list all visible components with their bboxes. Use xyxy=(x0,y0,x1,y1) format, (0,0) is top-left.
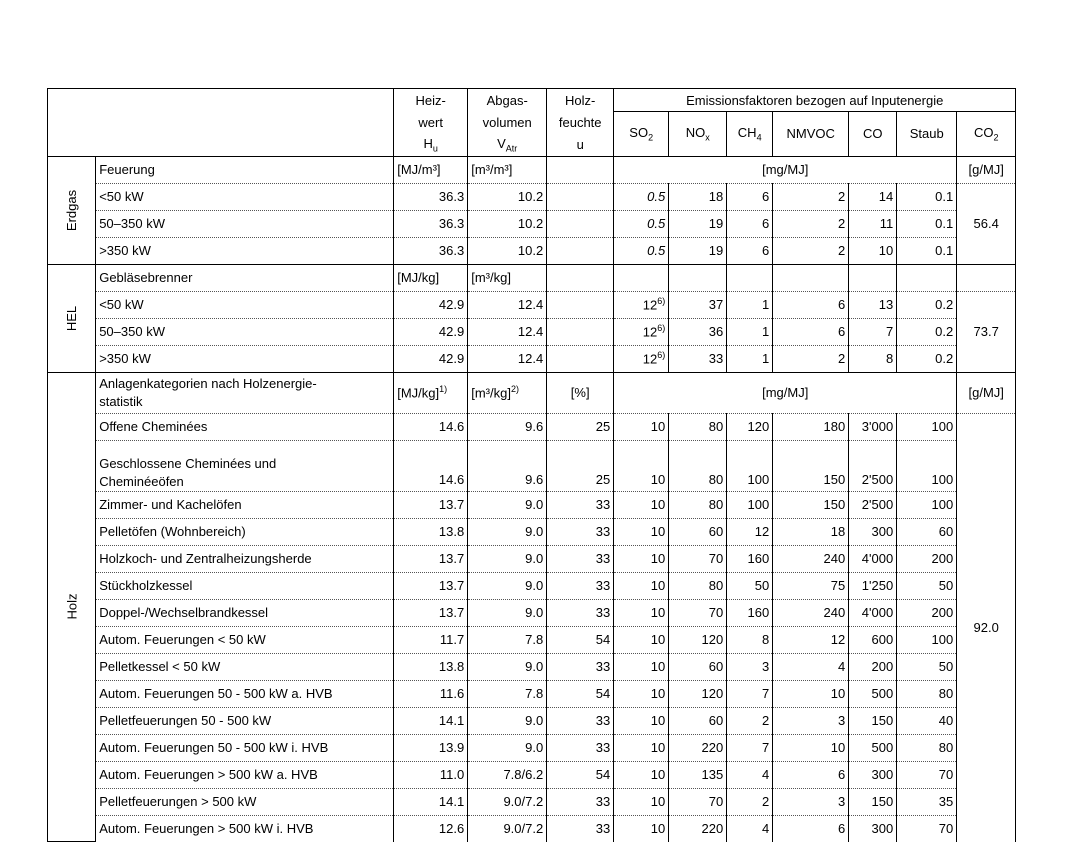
cell-abgas: 10.2 xyxy=(468,183,547,210)
cell-staub: 40 xyxy=(897,707,957,734)
group-label-text: Holz xyxy=(64,593,80,620)
table-row xyxy=(48,626,1016,653)
cell-staub: 100 xyxy=(897,491,957,518)
cell-staub: 50 xyxy=(897,572,957,599)
cell-so2: 10 xyxy=(614,626,669,653)
table-row xyxy=(48,788,1016,815)
cell-so2: 10 xyxy=(614,788,669,815)
cell-ch4: 1 xyxy=(727,318,773,345)
table-row xyxy=(48,761,1016,788)
cell-so2: 10 xyxy=(614,707,669,734)
cell-abgas: 7.8/6.2 xyxy=(468,761,547,788)
cell-co: 13 xyxy=(849,291,897,318)
cell-heizwert: 42.9 xyxy=(394,291,468,318)
table-row xyxy=(48,707,1016,734)
row-name: <50 kW xyxy=(96,291,394,318)
header-abgas-3: $V_{Atr}$ xyxy=(468,134,547,157)
cell-abgas: 10.2 xyxy=(468,237,547,264)
cell-ch4: 2 xyxy=(727,707,773,734)
cell-abgas: 9.0 xyxy=(468,734,547,761)
header-heizwert-2: wert xyxy=(394,112,468,134)
header-nmvoc: NMVOC xyxy=(773,112,849,157)
row-name: Holzkoch- und Zentralheizungsherde xyxy=(96,545,394,572)
cell-co: 14 xyxy=(849,183,897,210)
header-emission-group: Emissionsfaktoren bezogen auf Inputenergie xyxy=(614,89,1016,112)
cell-co: 150 xyxy=(849,788,897,815)
cell-heizwert: 42.9 xyxy=(394,318,468,345)
cell-nmvoc: 2 xyxy=(773,345,849,372)
cell-ch4: 6 xyxy=(727,183,773,210)
cell-so2: 0.5 xyxy=(614,237,669,264)
row-name: Pelletfeuerungen 50 - 500 kW xyxy=(96,707,394,734)
cell-staub: 70 xyxy=(897,815,957,842)
cell-nox: 37 xyxy=(669,291,727,318)
table-row xyxy=(48,183,1016,210)
cell-abgas: 9.0 xyxy=(468,545,547,572)
cell-so2: 10 xyxy=(614,572,669,599)
cell-so2: 10 xyxy=(614,680,669,707)
header-holz-3: u xyxy=(547,134,614,157)
group-label-erdgas xyxy=(48,156,96,264)
cell-nmvoc: 2 xyxy=(773,237,849,264)
cell-nmvoc: 10 xyxy=(773,680,849,707)
cell-nox: 19 xyxy=(669,210,727,237)
cell-so2: 12$^{6)}$ xyxy=(614,291,669,318)
cell-so2: 10 xyxy=(614,761,669,788)
cell-heizwert: 11.6 xyxy=(394,680,468,707)
cell-heizwert: 12.6 xyxy=(394,815,468,842)
cell-staub: 0.1 xyxy=(897,237,957,264)
cell-abgas-unit: $[m^3/kg]^{2)}$ xyxy=(468,372,547,413)
cell-nox: 120 xyxy=(669,626,727,653)
cell-ch4: 6 xyxy=(727,237,773,264)
cell-staub: 60 xyxy=(897,518,957,545)
cell-holzfeuchte: 25 xyxy=(547,440,614,491)
row-name: Gebläsebrenner xyxy=(96,264,394,291)
cell-holzfeuchte: 33 xyxy=(547,734,614,761)
cell-abgas: 9.0/7.2 xyxy=(468,788,547,815)
row-name: Doppel-/Wechselbrandkessel xyxy=(96,599,394,626)
cell-nox: 60 xyxy=(669,653,727,680)
row-name: Zimmer- und Kachelöfen xyxy=(96,491,394,518)
cell-holzfeuchte: 54 xyxy=(547,761,614,788)
cell-nmvoc: 150 xyxy=(773,440,849,491)
cell-nox: 220 xyxy=(669,815,727,842)
cell-co: 500 xyxy=(849,734,897,761)
cell-so2: 12$^{6)}$ xyxy=(614,345,669,372)
group-label-text: HEL xyxy=(64,305,80,331)
cell-heizwert: 13.8 xyxy=(394,518,468,545)
cell-staub: 35 xyxy=(897,788,957,815)
cell-nmvoc: 6 xyxy=(773,815,849,842)
cell-so2: 10 xyxy=(614,734,669,761)
cell-heizwert-unit: [MJ/m³] xyxy=(394,156,468,183)
cell-staub: 0.1 xyxy=(897,210,957,237)
cell-holzfeuchte: 33 xyxy=(547,491,614,518)
cell-staub: 100 xyxy=(897,440,957,491)
cell-ch4: 7 xyxy=(727,734,773,761)
table-caption xyxy=(47,30,1057,52)
cell-heizwert: 14.6 xyxy=(394,413,468,440)
cell-nox: 60 xyxy=(669,707,727,734)
cell-staub: 0.2 xyxy=(897,318,957,345)
cell-heizwert: 13.9 xyxy=(394,734,468,761)
cell-co: 300 xyxy=(849,761,897,788)
cell-nox: 120 xyxy=(669,680,727,707)
cell-heizwert: 13.7 xyxy=(394,572,468,599)
cell-nox: 33 xyxy=(669,345,727,372)
cell-so2: 10 xyxy=(614,545,669,572)
cell-staub: 100 xyxy=(897,626,957,653)
cell-so2: 0.5 xyxy=(614,183,669,210)
cell-co: 600 xyxy=(849,626,897,653)
cell-so2: 12$^{6)}$ xyxy=(614,318,669,345)
cell-nmvoc: 12 xyxy=(773,626,849,653)
cell-nox: 70 xyxy=(669,545,727,572)
cell-nox: 19 xyxy=(669,237,727,264)
cell-ch4: 100 xyxy=(727,440,773,491)
cell-abgas: 7.8 xyxy=(468,680,547,707)
cell-nmvoc: 3 xyxy=(773,707,849,734)
cell-co: 2'500 xyxy=(849,440,897,491)
cell-nox: 60 xyxy=(669,518,727,545)
cell-nmvoc: 180 xyxy=(773,413,849,440)
cell-nox: 80 xyxy=(669,491,727,518)
cell-heizwert: 13.7 xyxy=(394,491,468,518)
table-row xyxy=(48,210,1016,237)
cell-ch4: 4 xyxy=(727,761,773,788)
cell-abgas: 9.0/7.2 xyxy=(468,815,547,842)
cell-abgas: 9.0 xyxy=(468,707,547,734)
table-row xyxy=(48,440,1016,491)
cell-nmvoc: 2 xyxy=(773,183,849,210)
cell-mg-unit: [mg/MJ] xyxy=(614,372,957,413)
cell-holzfeuchte: 33 xyxy=(547,815,614,842)
cell-abgas: 9.0 xyxy=(468,653,547,680)
cell-nox: 36 xyxy=(669,318,727,345)
cell-holzfeuchte: 33 xyxy=(547,707,614,734)
header-abgas-2: volumen xyxy=(468,112,547,134)
cell-so2: 10 xyxy=(614,518,669,545)
cell-nmvoc: 2 xyxy=(773,210,849,237)
cell-nmvoc: 240 xyxy=(773,599,849,626)
cell-co: 1'250 xyxy=(849,572,897,599)
table-row xyxy=(48,372,1016,413)
cell-so2: 10 xyxy=(614,440,669,491)
cell-abgas: 10.2 xyxy=(468,210,547,237)
cell-nmvoc: 240 xyxy=(773,545,849,572)
cell-co: 7 xyxy=(849,318,897,345)
cell-nox: 18 xyxy=(669,183,727,210)
cell-staub: 50 xyxy=(897,653,957,680)
cell-nmvoc: 6 xyxy=(773,291,849,318)
cell-nmvoc: 6 xyxy=(773,318,849,345)
cell-ch4: 12 xyxy=(727,518,773,545)
cell-heizwert: 13.7 xyxy=(394,545,468,572)
group-label-hel xyxy=(48,264,96,372)
cell-holzfeuchte: 33 xyxy=(547,545,614,572)
cell-nmvoc: 3 xyxy=(773,788,849,815)
header-abgas-1: Abgas- xyxy=(468,89,547,112)
cell-co2-erdgas: 56.4 xyxy=(957,183,1016,264)
cell-nmvoc: 18 xyxy=(773,518,849,545)
cell-abgas: 9.0 xyxy=(468,599,547,626)
cell-co: 300 xyxy=(849,518,897,545)
row-name: <50 kW xyxy=(96,183,394,210)
cell-staub: 100 xyxy=(897,413,957,440)
cell-abgas: 12.4 xyxy=(468,345,547,372)
row-name: >350 kW xyxy=(96,345,394,372)
cell-abgas: 9.6 xyxy=(468,413,547,440)
cell-nox: 80 xyxy=(669,440,727,491)
table-row xyxy=(48,413,1016,440)
table-row xyxy=(48,318,1016,345)
cell-co: 11 xyxy=(849,210,897,237)
cell-ch4: 50 xyxy=(727,572,773,599)
cell-ch4: 3 xyxy=(727,653,773,680)
cell-heizwert: 13.8 xyxy=(394,653,468,680)
cell-so2: 10 xyxy=(614,491,669,518)
cell-ch4: 4 xyxy=(727,815,773,842)
cell-ch4: 8 xyxy=(727,626,773,653)
cell-nmvoc: 4 xyxy=(773,653,849,680)
cell-ch4: 160 xyxy=(727,545,773,572)
cell-holzfeuchte: 54 xyxy=(547,680,614,707)
cell-heizwert: 42.9 xyxy=(394,345,468,372)
group-label-holz xyxy=(48,372,96,842)
group-label-text: Erdgas xyxy=(64,189,80,231)
cell-ch4: 2 xyxy=(727,788,773,815)
table-row xyxy=(48,572,1016,599)
cell-so2: 10 xyxy=(614,815,669,842)
cell-staub: 0.2 xyxy=(897,345,957,372)
table-row xyxy=(48,237,1016,264)
cell-co: 500 xyxy=(849,680,897,707)
cell-staub: 200 xyxy=(897,545,957,572)
cell-g-unit: [g/MJ] xyxy=(957,156,1016,183)
cell-heizwert: 13.7 xyxy=(394,599,468,626)
cell-nox: 70 xyxy=(669,599,727,626)
cell-holzfeuchte: 25 xyxy=(547,413,614,440)
cell-heizwert: 14.1 xyxy=(394,788,468,815)
cell-holzfeuchte: 33 xyxy=(547,572,614,599)
row-name: Pelletfeuerungen > 500 kW xyxy=(96,788,394,815)
cell-heizwert: 36.3 xyxy=(394,210,468,237)
table-row xyxy=(48,345,1016,372)
cell-staub: 80 xyxy=(897,680,957,707)
row-name: Pelletöfen (Wohnbereich) xyxy=(96,518,394,545)
cell-heizwert: 36.3 xyxy=(394,237,468,264)
cell-abgas: 9.0 xyxy=(468,491,547,518)
table-row xyxy=(48,680,1016,707)
cell-co: 10 xyxy=(849,237,897,264)
header-co2: $CO_2$ xyxy=(957,112,1016,157)
cell-nmvoc: 150 xyxy=(773,491,849,518)
cell-abgas: 12.4 xyxy=(468,291,547,318)
header-holz-1: Holz- xyxy=(547,89,614,112)
cell-holzfeuchte-unit: [%] xyxy=(547,372,614,413)
cell-co: 4'000 xyxy=(849,545,897,572)
header-heizwert-1: Heiz- xyxy=(394,89,468,112)
cell-co2-hel: 73.7 xyxy=(957,291,1016,372)
cell-co: 4'000 xyxy=(849,599,897,626)
cell-holzfeuchte: 33 xyxy=(547,599,614,626)
row-name: 50–350 kW xyxy=(96,210,394,237)
header-ch4: $CH_4$ xyxy=(727,112,773,157)
row-name: Stückholzkessel xyxy=(96,572,394,599)
cell-abgas: 7.8 xyxy=(468,626,547,653)
cell-heizwert-unit: $[MJ/kg]^{1)}$ xyxy=(394,372,468,413)
header-nox: $NO_x$ xyxy=(669,112,727,157)
cell-staub: 0.2 xyxy=(897,291,957,318)
cell-staub: 200 xyxy=(897,599,957,626)
cell-nmvoc: 75 xyxy=(773,572,849,599)
table-row xyxy=(48,291,1016,318)
cell-co2-holz: 92.0 xyxy=(957,413,1016,842)
cell-nox: 220 xyxy=(669,734,727,761)
cell-co: 150 xyxy=(849,707,897,734)
row-name: 50–350 kW xyxy=(96,318,394,345)
cell-co: 300 xyxy=(849,815,897,842)
cell-heizwert: 14.1 xyxy=(394,707,468,734)
cell-abgas-unit: [m³/kg] xyxy=(468,264,547,291)
cell-nmvoc: 10 xyxy=(773,734,849,761)
row-name: Geschlossene Cheminées und Cheminéeöfen xyxy=(96,440,394,491)
cell-holzfeuchte: 33 xyxy=(547,653,614,680)
header-so2: $SO_2$ xyxy=(614,112,669,157)
cell-heizwert: 36.3 xyxy=(394,183,468,210)
header-staub: Staub xyxy=(897,112,957,157)
cell-co: 3'000 xyxy=(849,413,897,440)
cell-nox: 135 xyxy=(669,761,727,788)
cell-heizwert: 14.6 xyxy=(394,440,468,491)
cell-ch4: 7 xyxy=(727,680,773,707)
cell-heizwert: 11.7 xyxy=(394,626,468,653)
row-name: Pelletkessel < 50 kW xyxy=(96,653,394,680)
cell-ch4: 120 xyxy=(727,413,773,440)
row-name: Anlagenkategorien nach Holzenergie- statistik xyxy=(96,372,394,413)
cell-co: 2'500 xyxy=(849,491,897,518)
cell-mg-unit: [mg/MJ] xyxy=(614,156,957,183)
cell-so2: 0.5 xyxy=(614,210,669,237)
cell-heizwert: 11.0 xyxy=(394,761,468,788)
cell-nox: 80 xyxy=(669,572,727,599)
row-name: Autom. Feuerungen 50 - 500 kW a. HVB xyxy=(96,680,394,707)
header-co: CO xyxy=(849,112,897,157)
row-name: Autom. Feuerungen 50 - 500 kW i. HVB xyxy=(96,734,394,761)
table-row xyxy=(48,156,1016,183)
header-heizwert-3: $H_u$ xyxy=(394,134,468,157)
cell-abgas: 9.0 xyxy=(468,518,547,545)
cell-ch4: 6 xyxy=(727,210,773,237)
cell-ch4: 1 xyxy=(727,291,773,318)
cell-nmvoc: 6 xyxy=(773,761,849,788)
cell-g-unit: [g/MJ] xyxy=(957,372,1016,413)
row-name: Autom. Feuerungen < 50 kW xyxy=(96,626,394,653)
cell-holzfeuchte: 33 xyxy=(547,518,614,545)
cell-staub: 70 xyxy=(897,761,957,788)
row-name: Autom. Feuerungen > 500 kW i. HVB xyxy=(96,815,394,842)
table-row xyxy=(48,734,1016,761)
cell-so2: 10 xyxy=(614,413,669,440)
cell-so2: 10 xyxy=(614,599,669,626)
table-row xyxy=(48,89,1016,112)
row-name: Autom. Feuerungen > 500 kW a. HVB xyxy=(96,761,394,788)
table-row xyxy=(48,545,1016,572)
cell-so2: 10 xyxy=(614,653,669,680)
header-corner xyxy=(48,89,394,157)
emission-table xyxy=(47,88,1016,842)
cell-abgas: 12.4 xyxy=(468,318,547,345)
table-row xyxy=(48,653,1016,680)
cell-abgas-unit: [m³/m³] xyxy=(468,156,547,183)
header-holz-2: feuchte xyxy=(547,112,614,134)
cell-co: 200 xyxy=(849,653,897,680)
table-row xyxy=(48,264,1016,291)
cell-staub: 80 xyxy=(897,734,957,761)
cell-ch4: 1 xyxy=(727,345,773,372)
row-name: Offene Cheminées xyxy=(96,413,394,440)
row-name: Feuerung xyxy=(96,156,394,183)
cell-abgas: 9.0 xyxy=(468,572,547,599)
table-row xyxy=(48,491,1016,518)
cell-ch4: 100 xyxy=(727,491,773,518)
cell-abgas: 9.6 xyxy=(468,440,547,491)
cell-co: 8 xyxy=(849,345,897,372)
cell-nox: 80 xyxy=(669,413,727,440)
table-row xyxy=(48,815,1016,842)
cell-heizwert-unit: [MJ/kg] xyxy=(394,264,468,291)
cell-holzfeuchte: 33 xyxy=(547,788,614,815)
table-row xyxy=(48,518,1016,545)
cell-ch4: 160 xyxy=(727,599,773,626)
cell-staub: 0.1 xyxy=(897,183,957,210)
row-name: >350 kW xyxy=(96,237,394,264)
table-row xyxy=(48,599,1016,626)
cell-holzfeuchte: 54 xyxy=(547,626,614,653)
cell-nox: 70 xyxy=(669,788,727,815)
